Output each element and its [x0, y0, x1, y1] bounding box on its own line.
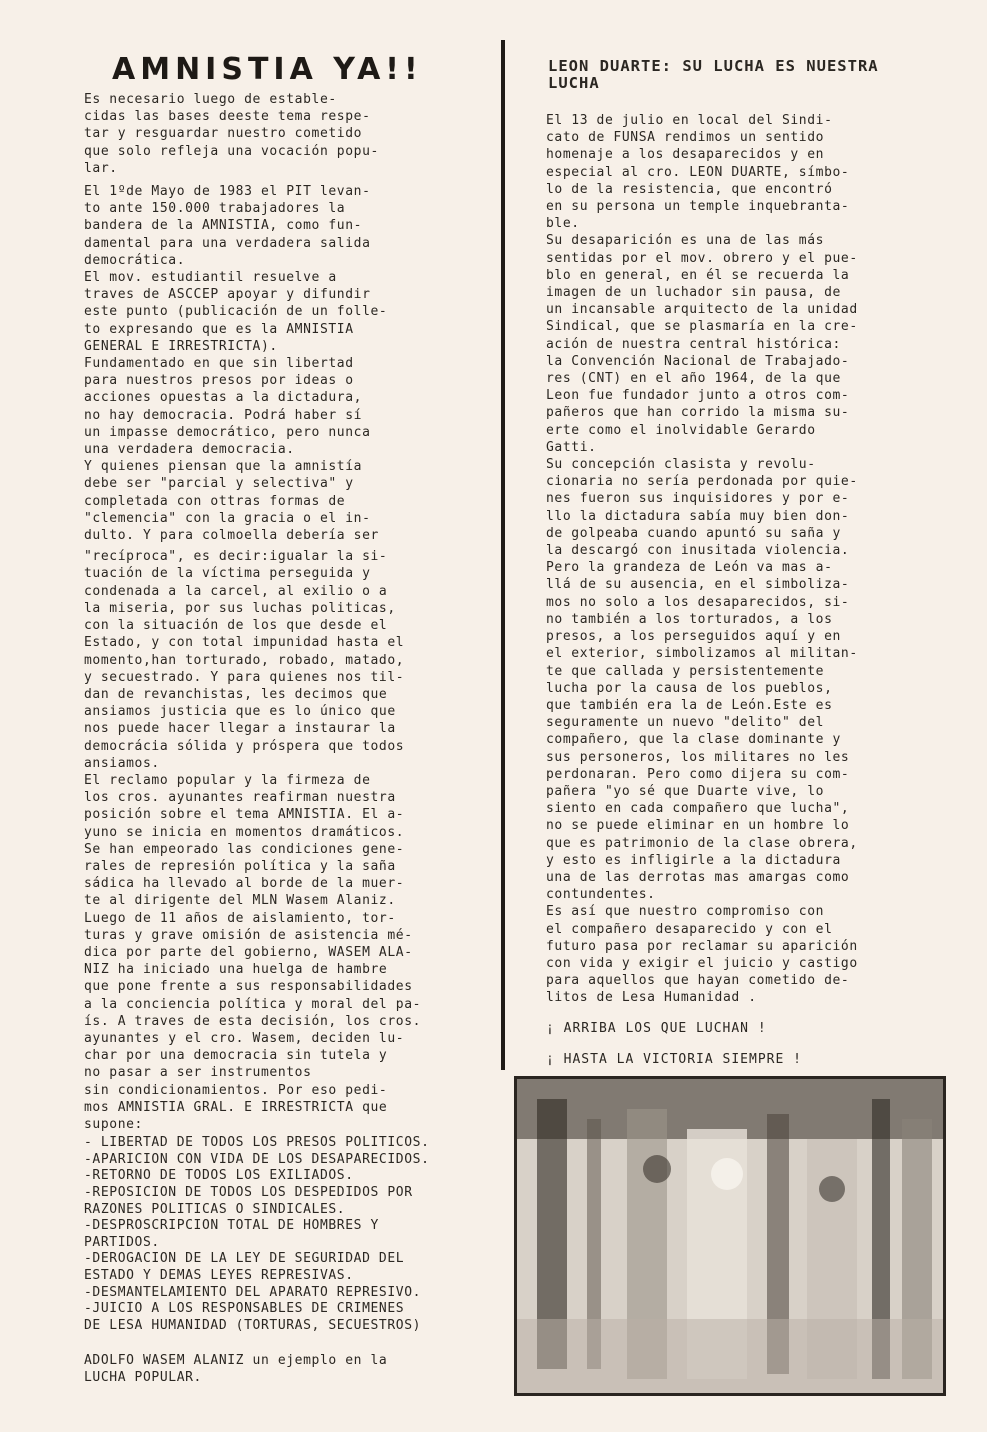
- right-paragraph: El 13 de julio en local del Sindi- cato de FUNSA rendimos un sentido homenaje a los desaparecidos y en especial al cro. LEON DUARTE, símbo- lo de la resistencia, que encontró en su persona un temple inquebranta- ble.: [546, 113, 850, 232]
- left-paragraph: Y quienes piensan que la amnistía debe ser "parcial y selectiva" y completada con ottras formas de "clemencia" con la gracia o el in- dulto. Y para colmoella debería ser: [84, 459, 379, 544]
- left-column: [84, 52, 504, 1386]
- demand-item: - LIBERTAD DE TODOS LOS PRESOS POLITICOS.: [84, 1135, 430, 1151]
- protest-photo-image: [517, 1079, 943, 1393]
- demand-item: -DESPROSCRIPCION TOTAL DE HOMBRES Y PARTIDOS.: [84, 1218, 379, 1250]
- slogan-victoria: ¡ HASTA LA VICTORIA SIEMPRE !: [546, 1051, 802, 1067]
- duarte-title: LEON DUARTE: SU LUCHA ES NUESTRA LUCHA: [548, 57, 879, 92]
- left-paragraph: "recíproca", es decir:igualar la si- tuación de la víctima perseguida y condenada a la carcel, al exilio o a la miseria, por sus luchas politicas, con la situación de los que desde el Estado, y con total impunidad hasta el momento,han torturado, robado, matado, y secuestrado. Y para quienes nos til- dan de revanchistas, les decimos que ansiamos justicia que es lo único que nos puede hacer llegar a instaurar la democrácia sólida y próspera que todos ansiamos.: [84, 549, 405, 771]
- left-paragraph: El reclamo popular y la firmeza de los cros. ayunantes reafirman nuestra posición sobre el tema AMNISTIA. El a- yuno se inicia en momentos dramáticos. Se han empeorado las condiciones gene- rales de represión política y la saña sádica ha llevado al borde de la muer- te al dirigente del MLN Wasem Alaniz. Luego de 11 años de aislamiento, tor- turas y grave omisión de asistencia mé- dica por parte del gobierno, WASEM ALA- NIZ ha iniciado una huelga de hambre que pone frente a sus responsabilidades a la conciencia política y moral del pa- ís. A traves de esta decisión, los cros. ayunantes y el cro. Wasem, deciden lu- char por una democracia sin tutela y no pasar a ser instrumentos sin condicionamientos. Por eso pedi- mos AMNISTIA GRAL. E IRRESTRICTA que supone:: [84, 772, 422, 1132]
- demand-item: -DESMANTELAMIENTO DEL APARATO REPRESIVO.: [84, 1284, 422, 1300]
- amnistia-title: AMNISTIA YA!!: [112, 52, 423, 87]
- right-paragraph: Es así que nuestro compromiso con el compañero desaparecido y con el futuro pasa por reclamar su aparición con vida y exigir el juicio y castigo para aquellos que hayan cometido de- litos de Lesa Humanidad .: [546, 904, 858, 1006]
- right-paragraph: Su desaparición es una de las más sentidas por el mov. obrero y el pue- blo en general, en él se recuerda la imagen de un luchador sin pausa, de un incansable arquitecto de la unidad Sindical, que se plasmaría en la cre- ación de nuestra central histórica: la Convención Nacional de Trabajado- res (CNT) en el año 1964, de la que Leon fue fundador junto a otros com- pañeros que han corrido la misma su- erte como el inolvidable Gerardo Gatti.: [546, 233, 858, 455]
- demand-item: -APARICION CON VIDA DE LOS DESAPARECIDOS.: [84, 1151, 430, 1167]
- right-paragraph: Pero la grandeza de León va mas a- llá de su ausencia, en el simboliza- mos no solo a los desaparecidos, si- no también a los torturados, a los presos, a los perseguidos aquí y en el exterior, simbolizamos al militan- te que callada y persistentemente lucha por la causa de los pueblos, que también era la de León.Este es seguramente un nuevo "delito" del compañero, que la clase dominante y sus personeros, los militares no les perdonaran. Pero como dijera su com- pañera "yo sé que Duarte vive, lo siento en cada compañero que lucha", no se puede eliminar en un hombre lo que es patrimonio de la clase obrera, y esto es infligirle a la dictadura una de las derrotas mas amargas como contundentes.: [546, 560, 858, 903]
- demand-item: -REPOSICION DE TODOS LOS DESPEDIDOS POR RAZONES POLITICAS O SINDICALES.: [84, 1184, 413, 1217]
- right-column: [546, 58, 936, 1067]
- demand-item: -JUICIO A LOS RESPONSABLES DE CRIMENES DE LESA HUMANIDAD (TORTURAS, SECUESTROS): [84, 1301, 422, 1333]
- right-paragraph: Su concepción clasista y revolu- cionaria no sería perdonada por quie- nes fueron sus inquisidores y por e- llo la dictadura sabía muy bien don- de golpeaba cuando apuntó su saña y la descargó con inusitada violencia.: [546, 457, 858, 559]
- slogan-arriba: ¡ ARRIBA LOS QUE LUCHAN !: [546, 1020, 767, 1036]
- demand-item: -DEROGACION DE LA LEY DE SEGURIDAD DEL ESTADO Y DEMAS LEYES REPRESIVAS.: [84, 1251, 405, 1283]
- signature-caption: ADOLFO WASEM ALANIZ un ejemplo en la LUCHA POPULAR.: [84, 1353, 388, 1386]
- demand-item: -RETORNO DE TODOS LOS EXILIADOS.: [84, 1168, 354, 1184]
- protest-photo: [514, 1076, 946, 1396]
- left-paragraph: El mov. estudiantil resuelve a traves de ASCCEP apoyar y difundir este punto (publicación de un folle- to expresando que es la AMNISTIA GENERAL E IRRESTRICTA).: [84, 270, 388, 354]
- demands-list: [84, 1135, 504, 1334]
- left-paragraph: El 1ºde Mayo de 1983 el PIT levan- to ante 150.000 trabajadores la bandera de la AMNISTIA, como fun- damental para una verdadera salida democrática.: [84, 184, 371, 268]
- left-paragraph: Es necesario luego de estable- cidas las bases deeste tema respe- tar y resguardar nuestro cometido que solo refleja una vocación popu- lar.: [84, 92, 379, 176]
- left-paragraph: Fundamentado en que sin libertad para nuestros presos por ideas o acciones opuestas a la dictadura, no hay democracia. Podrá haber sí un impasse democrático, pero nunca una verdadera democracia.: [84, 356, 371, 458]
